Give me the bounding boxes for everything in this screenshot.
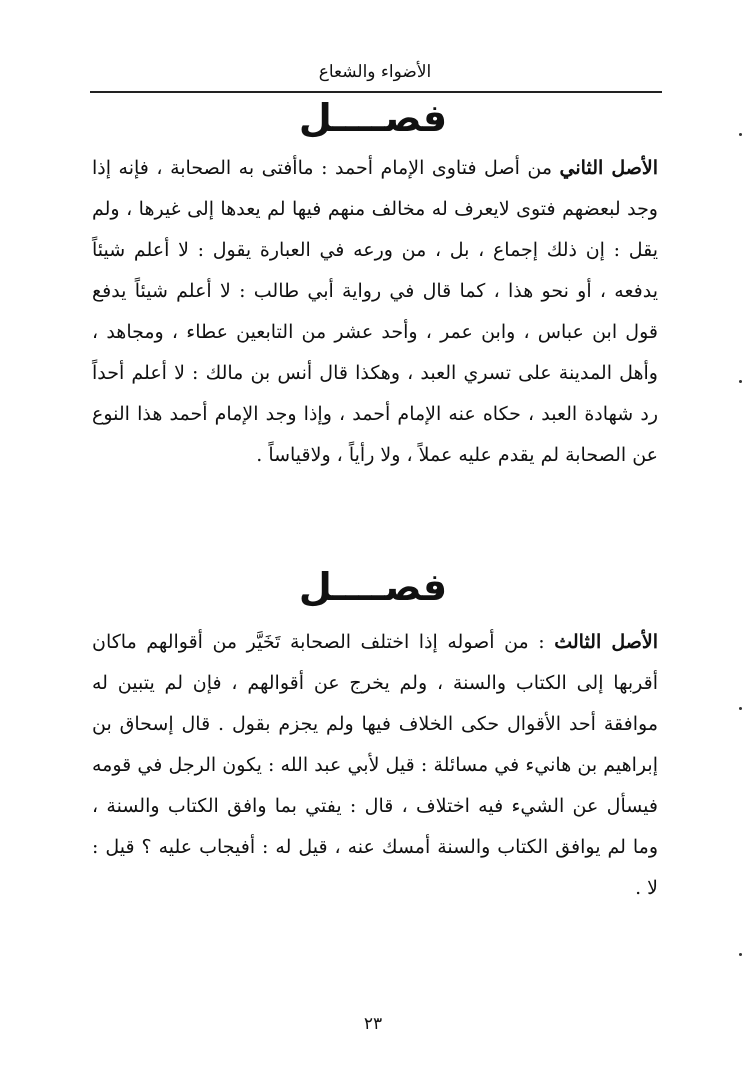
margin-mark [739,133,742,136]
paragraph-text: : من أصوله إذا اختلف الصحابة تَخَيَّر من أقوالهم ماكان أقربها إلى الكتاب والسنة ، ولم يخرج عن أقوالهم ، فإن لم يتبين له موافقة أحد الأقوال حكى الخلاف فيها ولم يجزم بقول . قال إسحاق بن إبراهيم بن هانيء في مسائلة : قيل لأبي عبد الله : يكون الرجل في قومه فيسأل عن الشيء فيه اختلاف ، قال : يفتي بما وافق الكتاب والسنة ، وما لم يوافق الكتاب والسنة أمسك عنه ، قيل له : أفيجاب عليه ؟ قيل : لا . [92,631,658,899]
margin-mark [739,953,742,956]
section-paragraph [92,622,658,909]
paragraph-lead: الأصل الثاني [559,157,658,179]
paragraph-lead: الأصل الثالث [554,631,658,653]
running-header: الأضواء والشعاع [318,62,432,82]
page-number: ٢٣ [363,1014,383,1034]
section-title: فصــــل [298,565,448,609]
section-title: فصــــل [298,96,448,140]
margin-mark [739,707,742,710]
section-paragraph [92,148,658,476]
margin-mark [739,380,742,383]
paragraph-text: من أصل فتاوى الإمام أحمد : ماأفتى به الصحابة ، فإنه إذا وجد لبعضهم فتوى لايعرف له مخالف منهم فيها لم يعدها إلى غيرها ، ولم يقل : إن ذلك إجماع ، بل ، من ورعه في العبارة يقول : لا أعلم شيئاً يدفعه ، أو نحو هذا ، كما قال في رواية أبي طالب : لا أعلم شيئاً يدفع قول ابن عباس ، وابن عمر ، وأحد عشر من التابعين عطاء ، ومجاهد ، وأهل المدينة على تسري العبد ، وهكذا قال أنس بن مالك : لا أعلم أحداً رد شهادة العبد ، حكاه عنه الإمام أحمد ، وإذا وجد الإمام أحمد هذا النوع عن الصحابة لم يقدم عليه عملاً ، ولا رأياً ، ولاقياساً . [92,157,658,466]
header-rule [90,91,662,93]
